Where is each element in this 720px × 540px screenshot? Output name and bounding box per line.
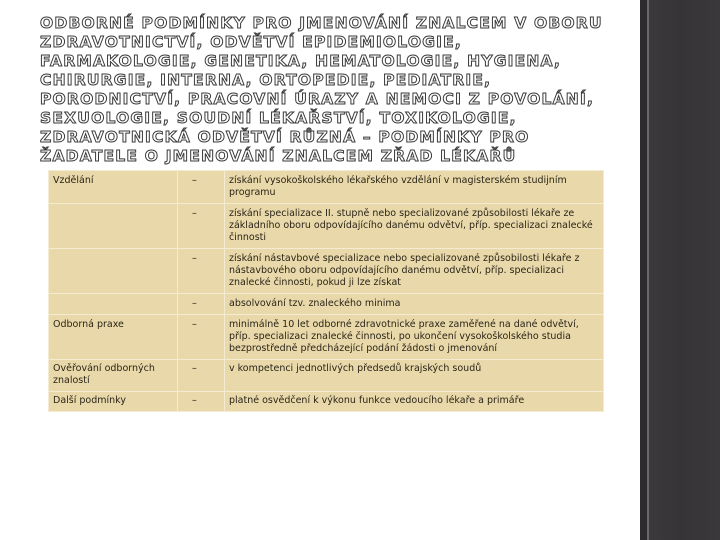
row-label: Odborná praxe: [49, 315, 178, 360]
table-row: [49, 294, 604, 315]
row-label: [49, 249, 178, 294]
page-title: ODBORNÉ PODMÍNKY PRO JMENOVÁNÍ ZNALCEM V OBORU ZDRAVOTNICTVÍ, ODVĚTVÍ EPIDEMIOLOGIE, FARMAKOLOGIE, GENETIKA, HEMATOLOGIE, HYGIENA, CHIRURGIE, INTERNA, ORTOPEDIE, PEDIATRIE, PORODNICTVÍ, PRACOVNÍ ÚRAZY A NEMOCI Z POVOLÁNÍ, SEXUOLOGIE, SOUDNÍ LÉKAŘSTVÍ, TOXIKOLOGIE, ZDRAVOTNICKÁ ODVĚTVÍ RŮZNÁ – PODMÍNKY PRO ŽADATELE O JMENOVÁNÍ ZNALCEM ZŘAD LÉKAŘŮ: [40, 14, 603, 165]
table-row: [49, 249, 604, 294]
dash-marker: –: [192, 253, 197, 264]
row-text: získání vysokoškolského lékařského vzdělání v magisterském studijním programu: [225, 171, 604, 204]
row-dash: [178, 392, 225, 412]
table-row: [49, 392, 604, 412]
row-dash: [178, 315, 225, 360]
table-row: [49, 204, 604, 249]
row-label: [49, 294, 178, 315]
row-text: minimálně 10 let odborné zdravotnické praxe zaměřené na dané odvětví, příp. specializaci znalecké činnosti, po ukončení vysokoškolského studia bezprostředně předcházející podání žádosti o jmenování: [225, 315, 604, 360]
row-text: absolvování tzv. znaleckého minima: [225, 294, 604, 315]
row-dash: [178, 249, 225, 294]
dash-marker: –: [192, 175, 197, 186]
row-text: získání nástavbové specializace nebo specializované způsobilosti lékaře z nástavbového oboru odpovídajícího danému odvětví, příp. specializaci znalecké činnosti, pokud ji lze získat: [225, 249, 604, 294]
dash-marker: –: [192, 395, 197, 406]
table-row: [49, 360, 604, 392]
row-label: Vzdělání: [49, 171, 178, 204]
row-label: Další podmínky: [49, 392, 178, 412]
table-row: [49, 171, 604, 204]
dash-marker: –: [192, 319, 197, 330]
row-text: získání specializace II. stupně nebo specializované způsobilosti lékaře ze základního oboru odpovídajícího danému odvětví, příp. specializaci znalecké činnosti: [225, 204, 604, 249]
row-label: Ověřování odborných znalostí: [49, 360, 178, 392]
row-text: v kompetenci jednotlivých předsedů krajských soudů: [225, 360, 604, 392]
row-dash: [178, 171, 225, 204]
row-dash: [178, 360, 225, 392]
table-row: [49, 315, 604, 360]
row-dash: [178, 294, 225, 315]
dash-marker: –: [192, 298, 197, 309]
row-dash: [178, 204, 225, 249]
decorative-side-bar: [640, 0, 720, 540]
dash-marker: –: [192, 363, 197, 374]
dash-marker: –: [192, 208, 197, 219]
conditions-table: [48, 170, 604, 412]
row-label: [49, 204, 178, 249]
row-text: platné osvědčení k výkonu funkce vedoucího lékaře a primáře: [225, 392, 604, 412]
